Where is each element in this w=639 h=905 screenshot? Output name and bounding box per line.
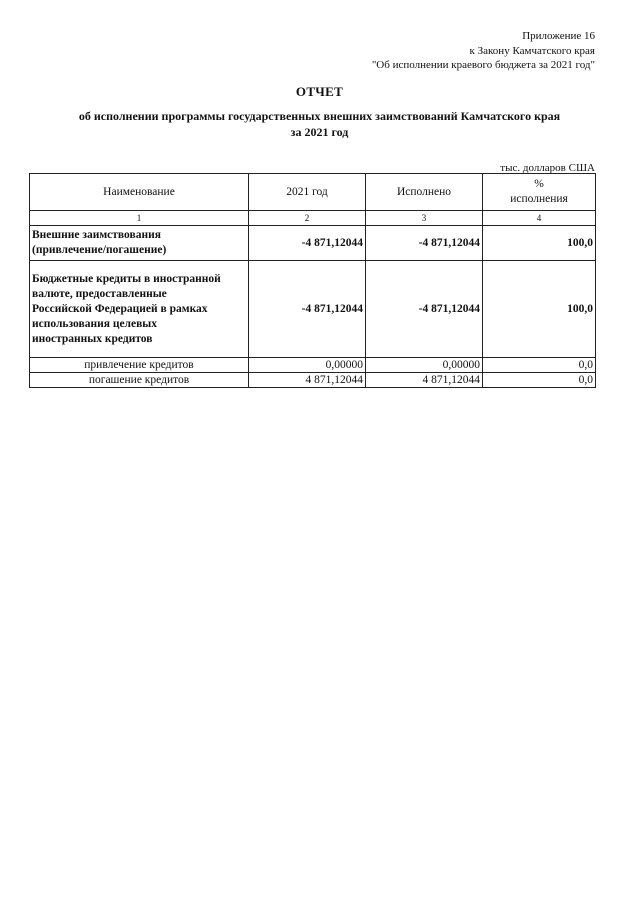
row-year-value: -4 871,12044: [249, 226, 366, 261]
table-row-budget-credits: [30, 261, 596, 358]
subtitle-line-1: об исполнении программы государственных внешних заимствований Камчатского края: [78, 109, 561, 123]
row-percent-value: 0,0: [483, 373, 596, 388]
row-executed-value: -4 871,12044: [366, 261, 483, 358]
row-percent-value: 100,0: [483, 261, 596, 358]
column-header-name: Наименование: [30, 174, 249, 211]
appendix-law-title: "Об исполнении краевого бюджета за 2021 год": [371, 59, 595, 71]
document-subtitle: [0, 108, 639, 140]
table-row-external-borrowing: [30, 226, 596, 261]
column-header-percent-sign: %: [534, 178, 544, 190]
row-year-value: 4 871,12044: [249, 373, 366, 388]
row-name-line: Российской Федерацией в рамках: [32, 302, 208, 315]
row-name-line: использования целевых: [32, 317, 158, 330]
document-title: ОТЧЕТ: [295, 84, 344, 99]
units-label: тыс. долларов США: [500, 162, 595, 174]
table-row-credit-repayment: [30, 373, 596, 388]
row-name-line: (привлечение/погашение): [32, 244, 167, 256]
column-index-4: 4: [483, 211, 596, 226]
row-executed-value: 0,00000: [366, 358, 483, 373]
column-index-1: 1: [30, 211, 249, 226]
column-index-2: 2: [249, 211, 366, 226]
row-name-line: валюте, предоставленные: [32, 287, 167, 300]
row-year-value: 0,00000: [249, 358, 366, 373]
column-index-row: [30, 211, 596, 226]
column-header-percent-label: исполнения: [510, 193, 568, 205]
row-name: погашение кредитов: [30, 373, 249, 388]
appendix-number: Приложение 16: [522, 30, 595, 42]
row-name-line: Бюджетные кредиты в иностранной: [32, 272, 221, 285]
row-name: [30, 226, 249, 261]
row-executed-value: -4 871,12044: [366, 226, 483, 261]
row-name-line: Внешние заимствования: [32, 229, 161, 241]
table-header-row: [30, 174, 596, 211]
column-header-percent: [483, 174, 596, 211]
row-name: привлечение кредитов: [30, 358, 249, 373]
row-year-value: -4 871,12044: [249, 261, 366, 358]
row-name: [30, 261, 249, 358]
column-header-executed: Исполнено: [366, 174, 483, 211]
row-name-line: иностранных кредитов: [32, 332, 153, 345]
row-executed-value: 4 871,12044: [366, 373, 483, 388]
column-index-3: 3: [366, 211, 483, 226]
borrowing-report-table: [29, 173, 596, 388]
row-percent-value: 0,0: [483, 358, 596, 373]
table-row-credit-raising: [30, 358, 596, 373]
row-percent-value: 100,0: [483, 226, 596, 261]
subtitle-line-2: за 2021 год: [290, 125, 349, 139]
column-header-year: 2021 год: [249, 174, 366, 211]
appendix-header: [372, 29, 595, 73]
appendix-law-ref: к Закону Камчатского края: [469, 44, 595, 57]
